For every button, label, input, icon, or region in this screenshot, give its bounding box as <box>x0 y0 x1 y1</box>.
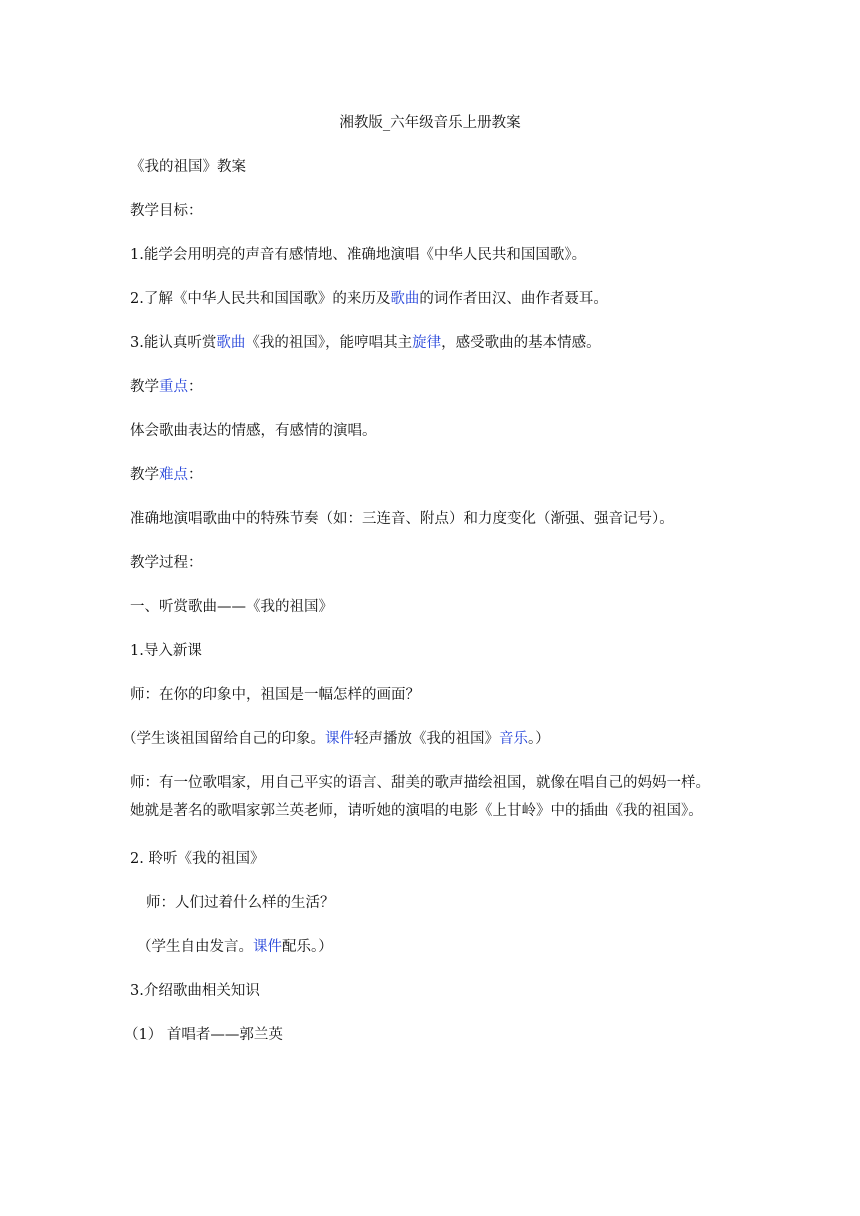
lesson-title: 《我的祖国》教案 <box>130 159 246 175</box>
list-item-1: （1） 首唱者——郭兰英 <box>124 1027 283 1043</box>
difficulty-heading-text-a: 教学 <box>130 467 159 483</box>
difficulty-heading-text-b: ： <box>188 467 203 483</box>
link-music[interactable]: 音乐 <box>499 731 528 747</box>
teacher-paragraph-line-2: 她就是著名的歌唱家郭兰英老师，请听她的演唱的电影《上甘岭》中的插曲《我的祖国》。 <box>130 803 703 819</box>
link-key-point[interactable]: 重点 <box>159 379 188 395</box>
objective-3-text-b: 《我的祖国》，能哼唱其主 <box>245 335 413 351</box>
objective-2 <box>130 289 608 309</box>
step-1: 1.导入新课 <box>130 643 202 659</box>
objectives-heading: 教学目标： <box>130 203 203 219</box>
student-activity-1-text-b: 轻声播放《我的祖国》 <box>354 731 499 747</box>
key-heading <box>130 377 203 397</box>
link-courseware[interactable]: 课件 <box>253 939 282 955</box>
teacher-paragraph-line-1: 师：有一位歌唱家，用自己平实的语言、甜美的歌声描绘祖国，就像在唱自己的妈妈一样。 <box>130 775 710 791</box>
link-courseware[interactable]: 课件 <box>325 731 354 747</box>
link-difficulty[interactable]: 难点 <box>159 467 188 483</box>
objective-3-text-c: ，感受歌曲的基本情感。 <box>441 335 601 351</box>
student-activity-2 <box>137 937 333 957</box>
step-3: 3.介绍歌曲相关知识 <box>130 983 260 999</box>
difficulty-heading <box>130 465 203 485</box>
objective-3 <box>130 333 601 353</box>
objective-3-text-a: 3.能认真听赏 <box>130 335 217 351</box>
key-text: 体会歌曲表达的情感，有感情的演唱。 <box>130 423 377 439</box>
teacher-question-1: 师：在你的印象中，祖国是一幅怎样的画面？ <box>130 687 420 703</box>
student-activity-2-text-b: 配乐。） <box>282 939 333 955</box>
link-song[interactable]: 歌曲 <box>216 335 246 351</box>
process-heading: 教学过程： <box>130 555 203 571</box>
difficulty-text: 准确地演唱歌曲中的特殊节奏（如：三连音、附点）和力度变化（渐强、强音记号）。 <box>130 511 674 527</box>
objective-2-text-b: 的词作者田汉、曲作者聂耳。 <box>419 291 608 307</box>
key-heading-text-b: ： <box>188 379 203 395</box>
document-title: 湘教版_六年级音乐上册教案 <box>339 115 521 131</box>
link-melody[interactable]: 旋律 <box>412 335 442 351</box>
student-activity-2-text-a: （学生自由发言。 <box>137 939 253 955</box>
step-2: 2. 聆听《我的祖国》 <box>130 851 265 867</box>
student-activity-1-text-a: （学生谈祖国留给自己的印象。 <box>122 731 325 747</box>
student-activity-1-text-c: 。） <box>528 731 550 747</box>
objective-2-text-a: 2.了解《中华人民共和国国歌》的来历及 <box>130 291 391 307</box>
objective-1: 1.能学会用明亮的声音有感情地、准确地演唱《中华人民共和国国歌》。 <box>130 247 587 263</box>
teacher-question-2: 师：人们过着什么样的生活？ <box>146 895 335 911</box>
section-1-heading: 一、听赏歌曲——《我的祖国》 <box>130 599 333 615</box>
link-song[interactable]: 歌曲 <box>390 291 420 307</box>
student-activity-1 <box>122 729 550 749</box>
key-heading-text-a: 教学 <box>130 379 159 395</box>
